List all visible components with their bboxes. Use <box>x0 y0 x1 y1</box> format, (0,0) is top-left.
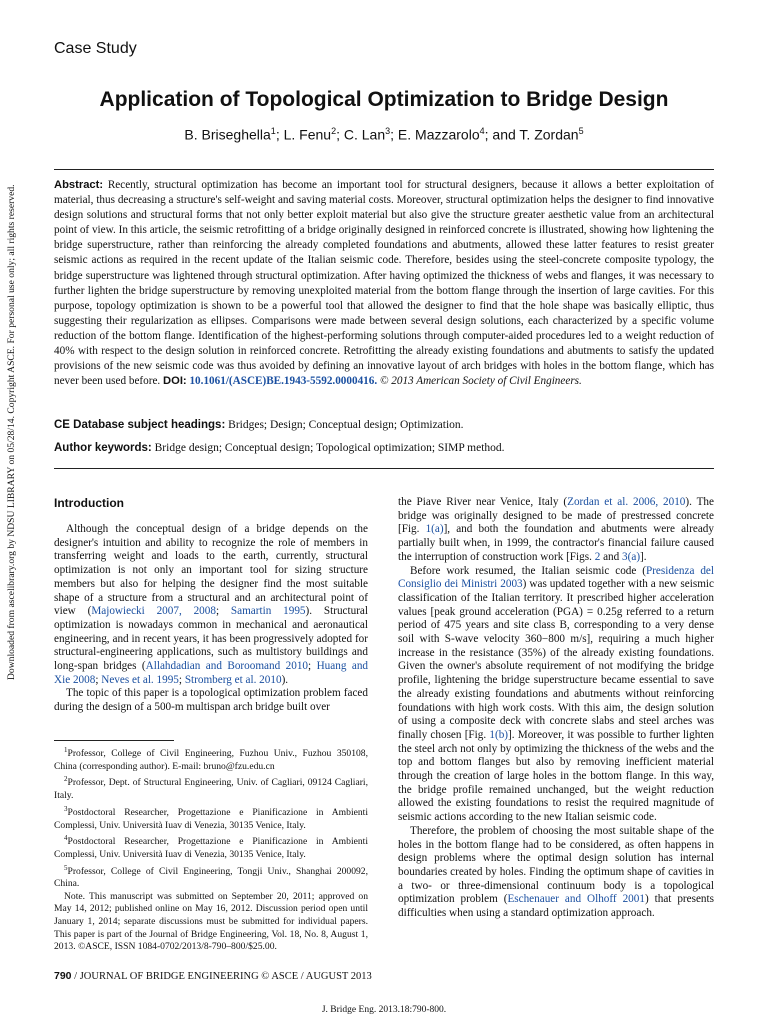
body-paragraph <box>398 565 714 825</box>
reference-link[interactable]: 3(a) <box>622 550 641 563</box>
reference-link[interactable]: Majowiecki 2007, 2008 <box>91 605 216 618</box>
download-watermark: Downloaded from ascelibrary.org by NDSU LIBRARY on 05/28/14. Copyright ASCE. For personal use only; all rights reserved. <box>6 184 17 680</box>
journal-footer <box>54 970 372 982</box>
author-name: T. Zordan <box>519 126 579 143</box>
paragraph-text: Therefore, the problem of choosing the most suitable shape of the holes in the bottom flange had to be considered, as often happens in design problems where the optimal design solution has internal boundaries created by holes. Finding the optimum shape of cavities in a two- or three-dimensional continuum body is a topological optimization problem ( <box>398 824 714 906</box>
author-affiliation-mark: 1 <box>270 126 276 136</box>
footnote-mark: 3 <box>64 804 68 813</box>
abstract-bottom-rule <box>54 468 714 469</box>
footnote-text: Professor, College of Civil Engineering, Fuzhou Univ., Fuzhou 350108, China (corresponding author). E-mail: bruno@fzu.edu.cn <box>54 748 368 772</box>
footnote-text: Professor, College of Civil Engineering, Tongji Univ., Shanghai 200092, China. <box>54 865 368 890</box>
author-separator: ; <box>390 126 398 143</box>
author-affiliation-mark: 5 <box>578 126 584 136</box>
paragraph-text: Although the conceptual design of a bridge depends on the designer's intuition and ability to recognize the role of members in transferring weight and loads to the earth, currently, structural optimization is not only an important tool for sizing structure members but also for helping the designer find the most suitable shape of a structure from a structural and an architectural point of view ( <box>54 523 368 618</box>
paragraph-text: The topic of this paper is a topological optimization problem faced during the design of a 500-m multispan arch bridge built over <box>54 687 368 714</box>
footnote-text: Postdoctoral Researcher, Progettazione e Pianificazione in Ambienti Complessi, Univ. Università Iuav di Venezia, 30135 Venice, Italy. <box>54 836 368 860</box>
body-paragraph <box>54 687 368 714</box>
right-column <box>398 496 714 921</box>
footnote-text: Note. This manuscript was submitted on September 20, 2011; approved on May 14, 2012; published online on May 16, 2012. Discussion period open until January 1, 2014; separate discussions must be submitted for individual papers. This paper is part of the Journal of Bridge Engineering, Vol. 18, No. 8, August 1, 2013. ©ASCE, ISSN 1084-0702/2013/8-790–800/$25.00. <box>54 890 368 953</box>
author-name: E. Mazzarolo <box>397 126 480 143</box>
doi-link[interactable]: 10.1061/(ASCE)BE.1943-5592.0000416. <box>189 375 378 388</box>
paragraph-text: ]. <box>640 550 647 563</box>
doi-label: DOI: <box>163 375 187 388</box>
paragraph-text: Before work resumed, the Italian seismic code ( <box>410 564 646 577</box>
right-column-body <box>398 496 714 921</box>
paragraph-text: ; <box>308 660 317 673</box>
copyright-notice: © 2013 American Society of Civil Engineers. <box>379 375 582 388</box>
footnote-rule <box>54 740 174 741</box>
footnote-mark: 5 <box>64 863 68 872</box>
author-separator: ; <box>275 126 284 143</box>
reference-link[interactable]: Stromberg et al. 2010 <box>184 673 282 686</box>
paragraph-text: ; <box>215 605 231 618</box>
body-paragraph <box>54 523 368 687</box>
paragraph-text: ) that presents difficulties when using a standard optimization approach. <box>398 893 714 920</box>
reference-link[interactable]: Zordan et al. 2006, 2010 <box>567 496 686 508</box>
paragraph-text: ) was updated together with a new seismic classification of the Italian territory. It prescribed higher acceleration values [peak ground acceleration (PGA) = 0.25g referred to a return period of 475 years and site class B, corresponding to a very dense soil with S-wave velocity 360−800 m/s], requiring a much higher increase in the resistance (35%) of the already existing foundations. Given the owner's absolute requirement of not modifying the bridge profile, lightening the bridge superstructure became essential to save the already existing foundations and abutments without reinforcing foundations with high work costs. With this aim, the design solution of using a composite deck with concrete slabs and steel arches was finally chosen [Fig. <box>398 578 714 741</box>
reference-link[interactable]: Eschenauer and Olhoff 2001 <box>507 893 645 906</box>
reference-link[interactable]: 1(a) <box>425 523 444 536</box>
author-list <box>0 126 768 143</box>
footnote <box>54 832 368 861</box>
footnote-mark: 4 <box>64 834 68 843</box>
paper-title: Application of Topological Optimization to Bridge Design <box>99 88 669 111</box>
author-name: B. Briseghella <box>184 126 271 143</box>
reference-link[interactable]: Neves et al. 1995 <box>101 673 179 686</box>
footnote-text: Postdoctoral Researcher, Progettazione e Pianificazione in Ambienti Complessi, Univ. Università Iuav di Venezia, 30135 Venice, Italy. <box>54 806 368 831</box>
left-column <box>54 496 368 715</box>
footnote-mark: 1 <box>64 746 68 754</box>
author-affiliation-mark: 3 <box>385 126 391 136</box>
paragraph-text: ]. Moreover, it was possible to further lighten the steel arch not only by optimizing the thickness of the webs and the top and bottom flanges but also by removing inefficient material through the creation of large holes in the bottom flange. In this way, the bridge profile remained unchanged, but the weight reduction allowed the existing foundations to resist the required magnitude of seismic actions according to the new Italian seismic code. <box>398 728 715 824</box>
footnote-text: Professor, Dept. of Structural Engineering, Univ. of Cagliari, 09124 Cagliari, Italy. <box>54 777 368 802</box>
footnote-list <box>54 744 368 954</box>
author-affiliation-mark: 4 <box>479 126 485 136</box>
abstract <box>54 178 714 389</box>
subject-headings-text: Bridges; Design; Conceptual design; Optimization. <box>228 419 464 431</box>
paragraph-text: ). Structural optimization is nowadays common in mechanical and aeronautical engineering, and in recent years, it has been progressively adopted for structural-engineering applications, such as multistory buildings and long-span bridges ( <box>54 605 369 673</box>
author-affiliation-mark: 2 <box>331 126 337 136</box>
author-keywords-label: Author keywords: <box>54 442 152 454</box>
abstract-top-rule <box>54 169 714 170</box>
reference-link[interactable]: 1(b) <box>489 728 509 741</box>
body-paragraph <box>398 496 714 565</box>
footnote <box>54 773 368 802</box>
page-number: 790 <box>54 970 72 982</box>
footnote-mark: 2 <box>64 775 68 784</box>
citation-line: J. Bridge Eng. 2013.18:790-800. <box>321 1005 447 1015</box>
author-separator: ; and <box>484 126 520 143</box>
left-column-body <box>54 523 368 715</box>
reference-link[interactable]: Presidenza del Consiglio dei Ministri 2003 <box>398 564 714 591</box>
footnote <box>54 744 368 773</box>
footnotes <box>54 740 368 954</box>
author-keywords <box>54 442 714 454</box>
paragraph-text: ; <box>178 673 185 686</box>
subject-headings <box>54 419 714 431</box>
reference-link[interactable]: Huang and Xie 2008 <box>54 660 369 686</box>
paragraph-text: ], and both the foundation and abutments were already partially built when, in 1999, the contractor's financial failure caused the interruption of construction work [Figs. <box>398 523 714 563</box>
paragraph-text: ). The bridge was originally designed to be made of prestressed concrete [Fig. <box>398 496 714 536</box>
paragraph-text: the Piave River near Venice, Italy ( <box>398 496 568 508</box>
paragraph-text: and <box>600 550 623 563</box>
section-heading-introduction: Introduction <box>54 496 124 510</box>
author-separator: ; <box>336 126 344 143</box>
reference-link[interactable]: Allahdadian and Boroomand 2010 <box>145 660 309 673</box>
author-keywords-text: Bridge design; Conceptual design; Topological optimization; SIMP method. <box>154 442 505 454</box>
reference-link[interactable]: Samartin 1995 <box>230 605 306 618</box>
author-name: L. Fenu <box>283 126 332 143</box>
body-paragraph <box>398 825 714 921</box>
journal-name: / JOURNAL OF BRIDGE ENGINEERING © ASCE / AUGUST 2013 <box>74 971 372 982</box>
paragraph-text: ; <box>95 673 102 686</box>
reference-link[interactable]: 2 <box>594 550 601 563</box>
author-name: C. Lan <box>343 126 386 143</box>
subject-headings-label: CE Database subject headings: <box>54 419 226 431</box>
article-type-label: Case Study <box>54 40 137 57</box>
footnote <box>54 862 368 891</box>
abstract-label: Abstract: <box>54 179 104 191</box>
abstract-text: Recently, structural optimization has become an important tool for structural designers, because it allows a better exploitation of material, thus decreasing a structure's self-weight and saving material costs. Moreover, structural optimization helps the designer to find innovative design solutions and structural forms that not only better exploit material but also give the structure greater aesthetic value from an architectural point of view. In this article, the seismic retrofitting of a bridge originally designed in reinforced concrete is illustrated, showing how lightening the bridge superstructure, rather than reinforcing the already completed foundations and abutments, allowed these latter features to resist greater seismic actions as required in the recent update of the Italian seismic code. Therefore, besides using the steel-concrete composite typology, the bridge superstructure was lightened through structural optimization. After having optimized the thickness of webs and flanges, it was necessary to further lighten the bridge superstructure by removing unexploited material from the bottom flange through the insertion of large cavities. For this purpose, topology optimization is shown to be a powerful tool that allowed the designer to find that the hole shape was basically elliptic, thus suggesting their regularization as ellipses. Comparisons were made between several design solutions, each characterized by a specific volume reduction of the bottom flange. Identification of the highest-performing solutions through computer-aided procedures led to a weight reduction of 40% with respect to the design solution in reinforced concrete. Retrofitting the already existing foundations and abutments to satisfy the updated provisions of the new seismic code was thus avoided by defining an innovative layout of arch bridges with holes in the bottom flange, which has never been used before. <box>54 179 715 388</box>
footnote <box>54 803 368 832</box>
paragraph-text: ). <box>281 673 289 686</box>
footnote <box>54 891 368 954</box>
